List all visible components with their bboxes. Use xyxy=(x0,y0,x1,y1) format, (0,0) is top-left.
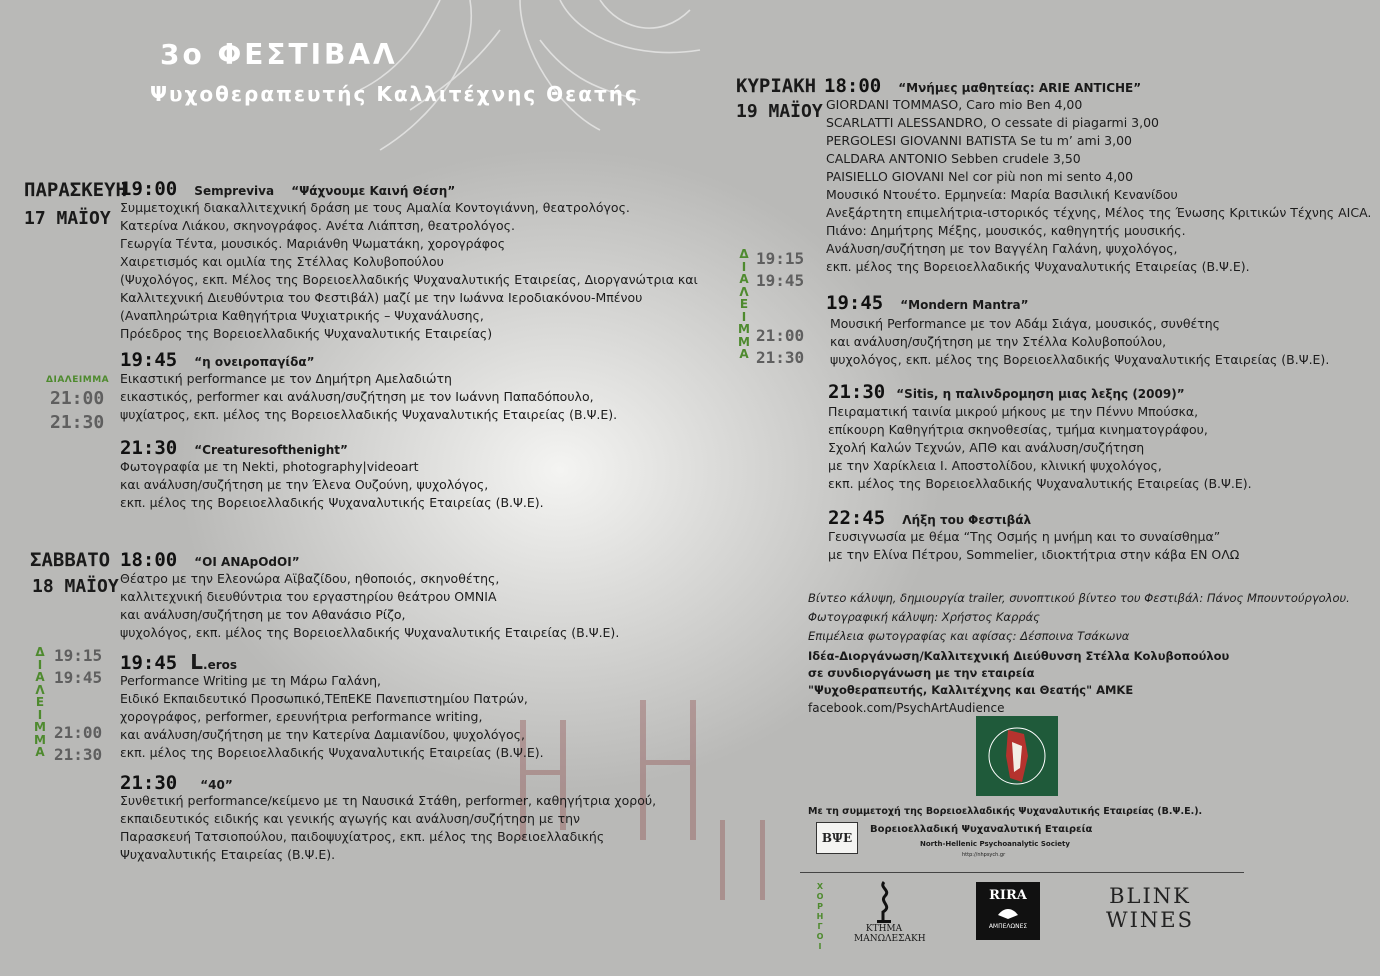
saturday-event-1-header xyxy=(120,549,300,571)
saturday-event-2-header xyxy=(120,650,237,674)
letter: Ι xyxy=(818,942,822,951)
saturday-date: 18 ΜΑΪΟΥ xyxy=(32,576,119,597)
letter: Ι xyxy=(37,657,43,672)
desc-line: εκπαιδευτικός ειδικής και γενικής αγωγής και ανάλυση/συζήτηση με την xyxy=(120,811,581,826)
event-time: 19:45 xyxy=(120,652,178,674)
sunday-date: 19 ΜΑΪΟΥ xyxy=(736,101,823,122)
organization-line: "Ψυχοθεραπευτής, Καλλιτέχνης και Θεατής" ΑΜΚΕ xyxy=(808,683,1134,697)
letter: Ο xyxy=(816,932,824,941)
desc-line: καλλιτεχνική διευθύντρια του εργαστηρίου θεάτρου ΟΜΝΙΑ xyxy=(120,589,497,604)
event-title: “Mondern Mantra” xyxy=(900,298,1029,312)
desc-line: Πιάνο: Δημήτρης Μέξης, μουσικός, καθηγητής μουσικής. xyxy=(826,223,1186,238)
desc-line: Κατερίνα Λιάκου, σκηνογράφος. Ανέτα Λιάπτση, θεατρολόγος. xyxy=(120,218,515,233)
saturday-event-3-header xyxy=(120,772,233,794)
letter: Ρ xyxy=(817,902,823,911)
saturday-inter1-to: 19:45 xyxy=(54,668,103,687)
desc-line: CALDARA ANTONIO Sebben crudele 3,50 xyxy=(826,151,1081,166)
desc-line: Πρόεδρος της Βορειοελλαδικής Ψυχαναλυτικής Εταιρείας) xyxy=(120,326,493,341)
desc-line: Ανάλυση/συζήτηση με τον Βαγγέλη Γαλάνη, ψυχολόγος, xyxy=(826,241,1178,256)
desc-line: Συμμετοχική διακαλλιτεχνική δράση με τους Αμαλία Κοντογιάννη, θεατρολόγος. xyxy=(120,200,630,215)
sunday-event-3-header xyxy=(828,381,1185,403)
bpe-logo xyxy=(816,822,858,854)
letter: Δ xyxy=(739,247,749,261)
desc-line: ψυχίατρος, εκπ. μέλος της Βορειοελλαδικής Ψυχαναλυτικής Εταιρείας (Β.Ψ.Ε). xyxy=(120,407,618,422)
friday-event-2-header xyxy=(120,349,314,371)
facebook-link[interactable]: facebook.com/PsychArtAudience xyxy=(808,701,1005,715)
letter: Ι xyxy=(741,259,747,274)
association-logo xyxy=(976,716,1058,796)
desc-line: και ανάλυση/συζήτηση με την Έλενα Ουζούνη, ψυχολόγος, xyxy=(120,477,489,492)
event-title-initial: L xyxy=(190,650,204,674)
letter: Μ xyxy=(738,322,750,336)
friday-event-3-desc xyxy=(120,458,544,512)
event-title: “40” xyxy=(200,778,233,792)
desc-line: επίκουρη Καθηγήτρια σκηνοθεσίας, τμήμα κινηματογράφου, xyxy=(828,422,1208,437)
event-time: 18:00 xyxy=(120,549,178,571)
letter: Χ xyxy=(816,882,824,891)
event-title: “Μνήμες μαθητείας: ARIE ANTICHE” xyxy=(898,81,1142,95)
ktima-name: ΚΤΗΜΑ ΜΑΝΩΛΕΣΑΚΗ xyxy=(854,924,926,944)
organization-line: Ιδέα-Διοργάνωση/Καλλιτεχνική Διεύθυνση Στέλλα Κολυβοπούλου xyxy=(808,649,1230,663)
desc-line: Performance Writing με τη Μάρω Γαλάνη, xyxy=(120,673,382,688)
rira-sub: ΑΜΠΕΛΩΝΕΣ xyxy=(988,923,1028,930)
sunday-event-2-header xyxy=(826,292,1029,314)
bpe-logo-text: BΨE xyxy=(821,831,853,845)
letter: Ε xyxy=(35,695,45,709)
organization-block xyxy=(808,648,1229,717)
saturday-intermission-vertical xyxy=(34,646,46,759)
bpe-url[interactable]: http://nhpsych.gr xyxy=(962,852,1006,858)
sponsor-blink xyxy=(1106,884,1194,932)
letter: Λ xyxy=(739,284,749,299)
desc-line: Πειραματική ταινία μικρού μήκους με την Πέννυ Μπούσκα, xyxy=(828,404,1199,419)
sunday-inter1-from: 19:15 xyxy=(756,249,805,268)
event-time: 19:45 xyxy=(826,292,884,314)
bpe-name-gr: Βορειοελλαδική Ψυχαναλυτική Εταιρεία xyxy=(870,824,1093,835)
event-title: “Creaturesofthenight” xyxy=(194,443,348,457)
saturday-event-3-desc xyxy=(120,792,656,864)
desc-line: με την Ελίνα Πέτρου, Sommelier, ιδιοκτήτρια στην κάβα ΕΝ ΟΛΩ xyxy=(828,547,1240,562)
letter: Ο xyxy=(816,892,824,901)
ktima-figure-icon xyxy=(869,880,899,924)
letter: Η xyxy=(816,912,824,921)
event-time: 19:00 xyxy=(120,178,178,200)
friday-intermission-to: 21:30 xyxy=(50,412,105,433)
desc-line: Μουσική Performance με τον Αδάμ Σιάγα, μουσικός, συνθέτης xyxy=(830,316,1221,331)
event-name: Sempreviva xyxy=(194,184,275,198)
event-time: 21:30 xyxy=(828,381,886,403)
saturday-event-1-desc xyxy=(120,570,619,642)
desc-line: Θέατρο με την Ελεονώρα Αϊβαζίδου, ηθοποιός, σκηνοθέτης, xyxy=(120,571,500,586)
letter: Α xyxy=(739,347,749,361)
event-time: 21:30 xyxy=(120,437,178,459)
desc-line: PERGOLESI GIOVANNI BATISTA Se tu m’ ami 3,00 xyxy=(826,133,1132,148)
blink-sub: WINES xyxy=(1106,908,1194,932)
organization-line: σε συνδιοργάνωση με την εταιρεία xyxy=(808,666,1035,680)
rira-name: RIRA xyxy=(989,888,1027,903)
desc-line: ψυχολόγος, εκπ. μέλος της Βορειοελλαδικής Ψυχαναλυτικής Εταιρείας (Β.Ψ.Ε). xyxy=(120,625,620,640)
friday-intermission-label: ΔΙΑΛΕΙΜΜΑ xyxy=(46,375,110,385)
desc-line: εκπ. μέλος της Βορειοελλαδικής Ψυχαναλυτικής Εταιρείας (Β.Ψ.Ε). xyxy=(826,259,1250,274)
credits-block xyxy=(808,589,1350,646)
desc-line: Ανεξάρτητη επιμελήτρια-ιστορικός τέχνης, Μέλος της Ένωσης Κριτικών Τέχνης AICA. xyxy=(826,205,1372,220)
desc-line: Μουσικό Ντουέτο. Ερμηνεία: Μαρία Βασιλική Κενανίδου xyxy=(826,187,1178,202)
desc-line: και ανάλυση/συζήτηση με την Κατερίνα Δαμιανίδου, ψυχολόγος, xyxy=(120,727,525,742)
sunday-event-4-desc xyxy=(828,528,1239,564)
desc-line: Συνθετική performance/κείμενο με τη Ναυσικά Στάθη, performer, καθηγήτρια χορού, xyxy=(120,793,657,808)
desc-line: (Αναπληρώτρια Καθηγήτρια Ψυχιατρικής – Ψυχανάλυσης, xyxy=(120,308,484,323)
event-title: “Ψάχνουμε Καινή Θέση” xyxy=(291,184,456,198)
desc-line: Χαιρετισμός και ομιλία της Στέλλας Κολυβοπούλου xyxy=(120,254,444,269)
sponsors-label xyxy=(815,882,825,952)
desc-line: Ψυχαναλυτικής Εταιρείας (Β.Ψ.Ε). xyxy=(120,847,336,862)
sunday-intermission-vertical xyxy=(738,248,750,361)
event-time: 18:00 xyxy=(824,75,882,97)
sunday-event-1-header xyxy=(824,75,1141,97)
letter: Α xyxy=(739,272,749,286)
friday-event-2-desc xyxy=(120,370,617,424)
letter: Μ xyxy=(738,334,750,349)
sunday-event-3-desc xyxy=(828,403,1252,493)
event-time: 21:30 xyxy=(120,772,178,794)
desc-line: ψυχολόγος, εκπ. μέλος της Βορειοελλαδικής Ψυχαναλυτικής Εταιρείας (Β.Ψ.Ε). xyxy=(830,352,1330,367)
sunday-day: ΚΥΡΙΑΚΗ xyxy=(736,75,817,97)
event-title: .eros xyxy=(203,658,238,672)
desc-line: PAISIELLO GIOVANI Nel cor più non mi sento 4,00 xyxy=(826,169,1134,184)
friday-intermission-from: 21:00 xyxy=(50,388,105,409)
letter: Α xyxy=(35,670,45,684)
sunday-inter2-to: 21:30 xyxy=(756,348,805,367)
letter: Δ xyxy=(35,645,45,659)
letter: Μ xyxy=(34,732,46,747)
desc-line: εκπ. μέλος της Βορειοελλαδικής Ψυχαναλυτικής Εταιρείας (Β.Ψ.Ε). xyxy=(120,495,544,510)
event-title: Λήξη του Φεστιβάλ xyxy=(902,513,1032,527)
desc-line: Ειδικό Εκπαιδευτικό Προσωπικό,ΤΕπΕΚΕ Πανεπιστημίου Πατρών, xyxy=(120,691,528,706)
sponsors-divider xyxy=(800,872,1244,873)
friday-date: 17 ΜΑΪΟΥ xyxy=(24,208,111,229)
sunday-inter2-from: 21:00 xyxy=(756,326,805,345)
rira-bird-icon xyxy=(996,905,1020,921)
event-title: “Sitis, η παλινδρομηση μιας λεξης (2009)” xyxy=(896,387,1185,401)
letter: Λ xyxy=(35,682,45,697)
bpe-participation: Με τη συμμετοχή της Βορειοελλαδικής Ψυχαναλυτικής Εταιρείας (Β.Ψ.Ε.). xyxy=(808,806,1203,817)
desc-line: και ανάλυση/συζήτηση με τον Αθανάσιο Ρίζο, xyxy=(120,607,406,622)
saturday-inter2-from: 21:00 xyxy=(54,723,103,742)
desc-line: εκπ. μέλος της Βορειοελλαδικής Ψυχαναλυτικής Εταιρείας (Β.Ψ.Ε). xyxy=(828,476,1252,491)
saturday-inter1-from: 19:15 xyxy=(54,646,103,665)
event-time: 22:45 xyxy=(828,507,886,529)
desc-line: Παρασκευή Τατσιοπούλου, παιδοψυχίατρος, εκπ. μέλος της Βορειοελλαδικής xyxy=(120,829,605,844)
event-title: “η ονειροπαγίδα” xyxy=(194,355,315,369)
desc-line: Σχολή Καλών Τεχνών, ΑΠΘ και ανάλυση/συζήτηση xyxy=(828,440,1145,455)
desc-line: εκπ. μέλος της Βορειοελλαδικής Ψυχαναλυτικής Εταιρείας (Β.Ψ.Ε). xyxy=(120,745,544,760)
credit-line: Φωτογραφική κάλυψη: Χρήστος Καρράς xyxy=(808,610,1040,624)
letter: Ι xyxy=(741,309,747,324)
letter: Ι xyxy=(37,707,43,722)
festival-subtitle: Ψυχοθεραπευτής Καλλιτέχνης Θεατής xyxy=(150,82,639,106)
credit-line: Επιμέλεια φωτογραφίας και αφίσας: Δέσποινα Τσάκωνα xyxy=(808,629,1130,643)
desc-line: GIORDANI TOMMASO, Caro mio Ben 4,00 xyxy=(826,97,1083,112)
desc-line: χορογράφος, performer, ερευνήτρια performance writing, xyxy=(120,709,483,724)
desc-line: Καλλιτεχνική Διευθύντρια του Φεστιβάλ) μαζί με την Ιωάννα Ιεροδιακόνου-Μπένου xyxy=(120,290,643,305)
desc-line: SCARLATTI ALESSANDRO, O cessate di piagarmi 3,00 xyxy=(826,115,1159,130)
festival-title: 3ο ΦΕΣΤΙΒΑΛ xyxy=(160,38,398,71)
saturday-inter2-to: 21:30 xyxy=(54,745,103,764)
credit-line: Βίντεο κάλυψη, δημιουργία trailer, συνοπτικού βίντεο του Φεστιβάλ: Πάνος Μπουντούργολου. xyxy=(808,591,1350,605)
saturday-day: ΣΑΒΒΑΤΟ xyxy=(30,549,111,571)
blink-name: BLINK xyxy=(1109,884,1191,908)
bpe-name-en: North-Hellenic Psychoanalytic Society xyxy=(920,840,1070,848)
desc-line: (Ψυχολόγος, εκπ. Μέλος της Βορειοελλαδικής Ψυχαναλυτικής Εταιρείας, Διοργανώτρια και xyxy=(120,272,698,287)
sunday-event-1-desc xyxy=(826,96,1371,276)
sponsor-rira xyxy=(976,882,1040,940)
sunday-event-2-desc xyxy=(830,315,1329,369)
event-title: “ΟΙ ΑΝΑpΟdΟΙ” xyxy=(194,555,300,569)
sunday-inter1-to: 19:45 xyxy=(756,271,805,290)
desc-line: εικαστικός, performer και ανάλυση/συζήτηση με τον Ιωάννη Παπαδόπουλο, xyxy=(120,389,594,404)
desc-line: Γευσιγνωσία με θέμα “Της Οσμής η μνήμη και το συναίσθημα” xyxy=(828,529,1221,544)
saturday-event-2-desc xyxy=(120,672,544,762)
desc-line: Γεωργία Τέντα, μουσικός. Μαριάνθη Ψωματάκη, χορογράφος xyxy=(120,236,506,251)
friday-event-3-header xyxy=(120,437,348,459)
desc-line: Εικαστική performance με τον Δημήτρη Αμελαδιώτη xyxy=(120,371,452,386)
letter: Μ xyxy=(34,720,46,734)
friday-day: ΠΑΡΑΣΚΕΥΗ xyxy=(24,179,127,201)
sunday-event-4-header xyxy=(828,507,1031,529)
friday-event-1-header xyxy=(120,178,455,200)
letter: Α xyxy=(35,745,45,759)
sponsor-ktima xyxy=(854,880,926,950)
desc-line: με την Χαρίκλεια Ι. Αποστολίδου, κλινική ψυχολόγος, xyxy=(828,458,1162,473)
desc-line: και ανάλυση/συζήτηση με την Στέλλα Κολυβοπούλου, xyxy=(830,334,1167,349)
desc-line: Φωτογραφία με τη Nekti, photography|videoart xyxy=(120,459,419,474)
event-time: 19:45 xyxy=(120,349,178,371)
letter: Γ xyxy=(817,922,823,931)
friday-event-1-desc xyxy=(120,199,698,343)
letter: Ε xyxy=(739,297,749,311)
